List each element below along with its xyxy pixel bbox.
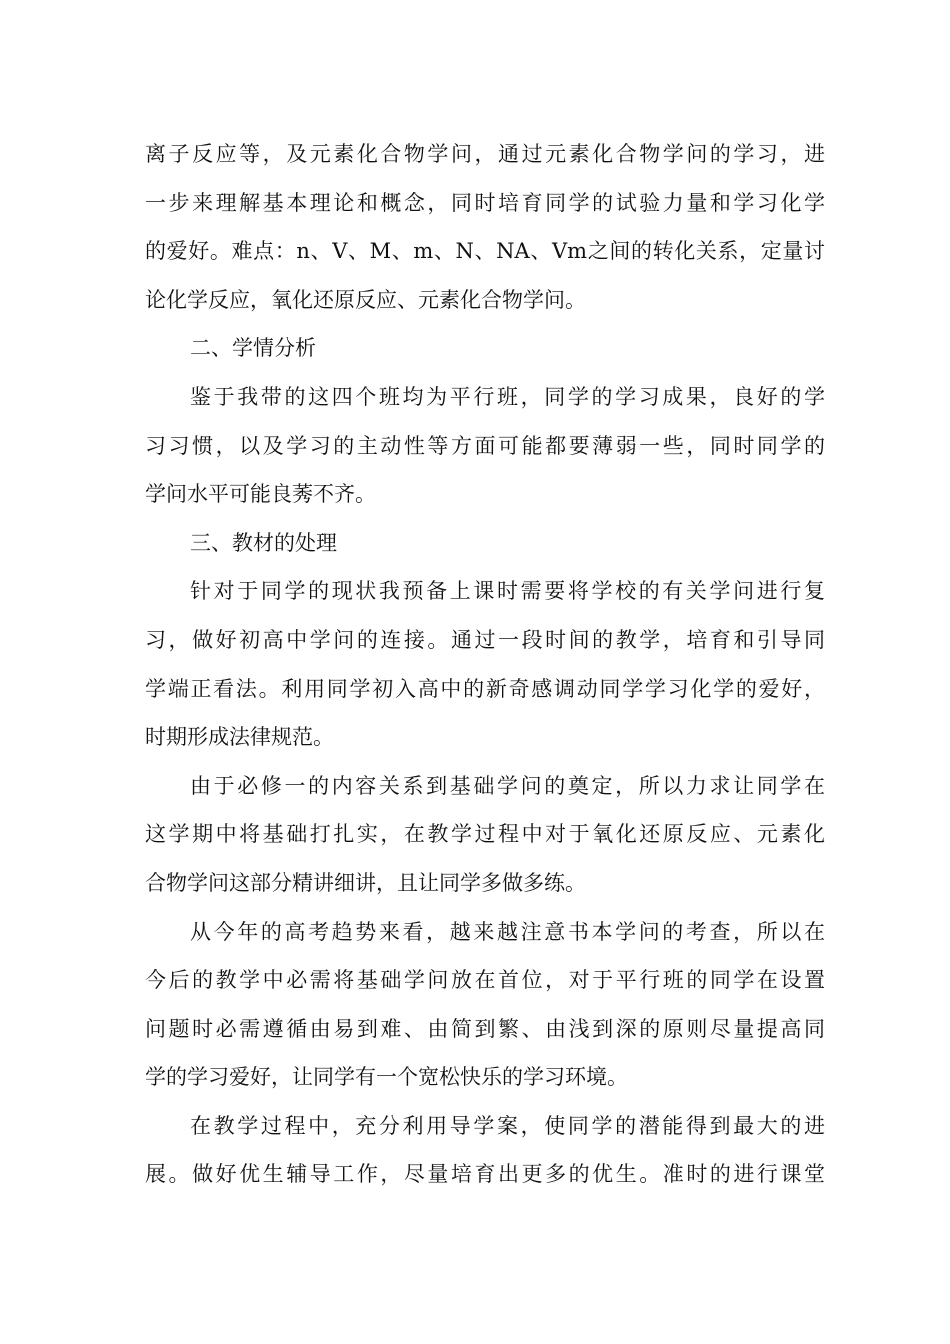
paragraph-first-line: 由于必修一的内容关系到基础学问的奠定，所以力求让同学在 [190, 773, 825, 798]
text-line: 论化学反应，氧化还原反应、元素化合物学问。 [145, 287, 586, 312]
text-line: 今后的教学中必需将基础学问放在首位，对于平行班的同学在设置 [145, 968, 825, 993]
body-text [145, 130, 825, 1199]
text-line: 问题时必需遵循由易到难、由简到繁、由浅到深的原则尽量提高同 [145, 1016, 825, 1041]
paragraph-first-line: 针对于同学的现状我预备上课时需要将学校的有关学问进行复 [190, 579, 825, 604]
text-line: 学端正看法。利用同学初入高中的新奇感调动同学学习化学的爱好， [145, 676, 825, 701]
text-line: 学的学习爱好，让同学有一个宽松快乐的学习环境。 [145, 1065, 628, 1090]
paragraph-first-line: 鉴于我带的这四个班均为平行班，同学的学习成果，良好的学 [190, 384, 825, 409]
text-line: 的爱好。难点：n、V、M、m、N、NA、Vm之间的转化关系，定量讨 [145, 239, 825, 264]
text-line: 习习惯，以及学习的主动性等方面可能都要薄弱一些，同时同学的 [145, 433, 825, 458]
section-heading-learning-analysis: 二、学情分析 [190, 336, 316, 361]
text-line: 这学期中将基础打扎实，在教学过程中对于氧化还原反应、元素化 [145, 822, 825, 847]
text-line: 展。做好优生辅导工作，尽量培育出更多的优生。准时的进行课堂 [145, 1162, 825, 1187]
text-line: 离子反应等，及元素化合物学问，通过元素化合物学问的学习，进 [145, 142, 825, 166]
paragraph-first-line: 从今年的高考趋势来看，越来越注意书本学问的考查，所以在 [190, 919, 825, 944]
text-line: 习，做好初高中学问的连接。通过一段时间的教学，培育和引导同 [145, 627, 825, 652]
text-line: 一步来理解基本理论和概念，同时培育同学的试验力量和学习化学 [145, 190, 825, 215]
section-heading-textbook-handling: 三、教材的处理 [190, 530, 337, 555]
text-line: 合物学问这部分精讲细讲，且让同学多做多练。 [145, 870, 586, 895]
text-line: 学问水平可能良莠不齐。 [145, 482, 376, 507]
paragraph-first-line: 在教学过程中，充分利用导学案，使同学的潜能得到最大的进 [190, 1113, 825, 1138]
text-line: 时期形成法律规范。 [145, 725, 334, 750]
